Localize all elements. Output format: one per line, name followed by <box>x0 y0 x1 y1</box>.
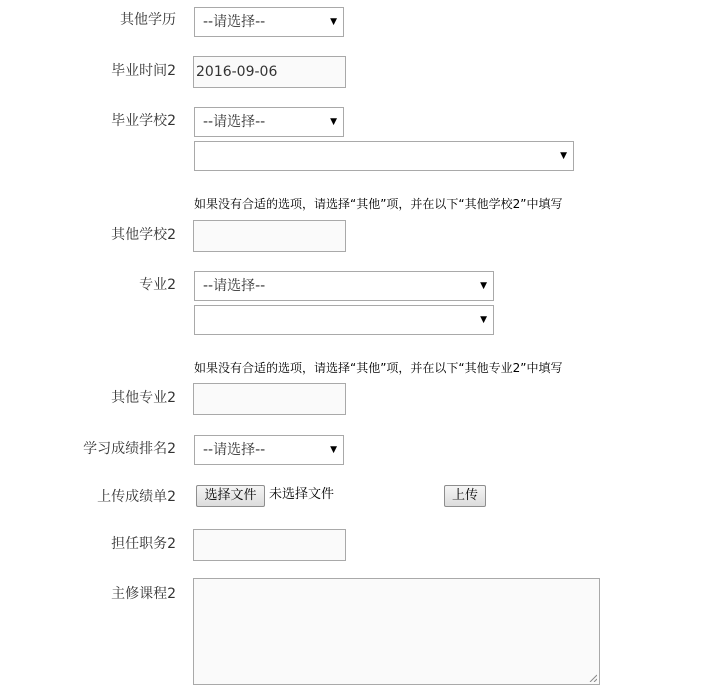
other-education-label: 其他学历 <box>120 12 176 28</box>
major-selected: --请选择-- <box>203 278 266 294</box>
graduation-school-selected: --请选择-- <box>203 114 266 130</box>
upload-button[interactable]: 上传 <box>444 485 486 507</box>
position-held-label: 担任职务2 <box>111 536 176 552</box>
chevron-down-icon: ▼ <box>330 17 337 27</box>
other-school-label: 其他学校2 <box>111 227 176 243</box>
major-detail-select[interactable] <box>194 305 494 335</box>
chevron-down-icon: ▼ <box>480 281 487 291</box>
other-education-select[interactable] <box>194 7 344 37</box>
other-major-label: 其他专业2 <box>111 390 176 406</box>
grade-ranking-selected: --请选择-- <box>203 442 266 458</box>
main-courses-label: 主修课程2 <box>111 586 176 602</box>
graduation-school-select[interactable] <box>194 107 344 137</box>
chevron-down-icon: ▼ <box>330 117 337 127</box>
position-held-input[interactable] <box>193 529 346 561</box>
graduation-school-detail-select[interactable] <box>194 141 574 171</box>
other-major-input[interactable] <box>193 383 346 415</box>
major-label: 专业2 <box>139 277 176 293</box>
grade-ranking-select[interactable] <box>194 435 344 465</box>
chevron-down-icon: ▼ <box>480 315 487 325</box>
chevron-down-icon: ▼ <box>330 445 337 455</box>
graduation-date-input[interactable]: 2016-09-06 <box>193 56 346 88</box>
chevron-down-icon: ▼ <box>560 151 567 161</box>
major-hint-text: 如果没有合适的选项，请选择“其他”项，并在以下“其他专业2”中填写 <box>194 361 563 375</box>
file-status-text: 未选择文件 <box>269 487 335 502</box>
graduation-date-label: 毕业时间2 <box>111 63 176 79</box>
graduation-school-label: 毕业学校2 <box>111 113 176 129</box>
other-school-input[interactable] <box>193 220 346 252</box>
resize-grip-icon[interactable] <box>589 674 597 682</box>
transcript-upload-label: 上传成绩单2 <box>97 489 176 505</box>
main-courses-textarea[interactable] <box>193 578 600 685</box>
school-hint-text: 如果没有合适的选项，请选择“其他”项，并在以下“其他学校2”中填写 <box>194 197 563 211</box>
major-select[interactable] <box>194 271 494 301</box>
grade-ranking-label: 学习成绩排名2 <box>83 441 176 457</box>
other-education-selected: --请选择-- <box>203 14 266 30</box>
choose-file-button[interactable]: 选择文件 <box>196 485 265 507</box>
